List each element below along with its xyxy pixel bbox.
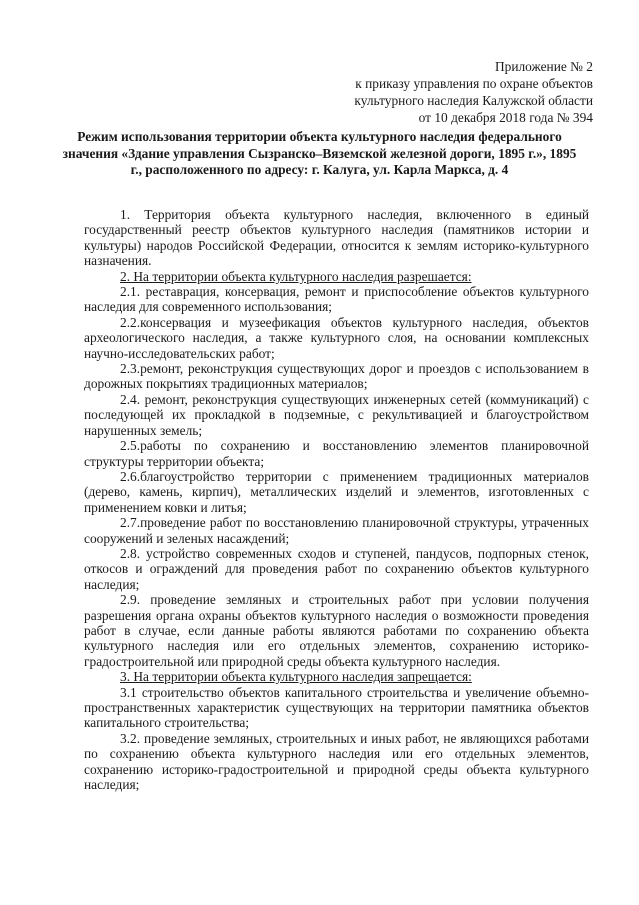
- paragraph-item-2-4: 2.4. ремонт, реконструкция существующих инженерных сетей (коммуникаций) с последующей их прокладкой в подземные, с рекультивацией и благоустройством нарушенных земель;: [84, 391, 589, 438]
- appendix-line-4: от 10 декабря 2018 года № 394: [418, 110, 593, 125]
- appendix-line-1: Приложение № 2: [494, 59, 593, 74]
- paragraph-item-3-2: 3.2. проведение земляных, строительных и иных работ, не являющихся работами по сохранению объекта культурного наследия или его отдельных элементов, сохранению историко-градостроительной и природной среды объекта культурного наследия;: [84, 730, 589, 793]
- paragraph-item-2-8: 2.8. устройство современных сходов и ступеней, пандусов, подпорных стенок, откосов и ограждений для проведения работ по сохранению объектов культурного наследия;: [84, 545, 589, 592]
- paragraph-item-2-5: 2.5.работы по сохранению и восстановлению элементов планировочной структуры территории объекта;: [84, 438, 589, 469]
- appendix-line-2: к приказу управления по охране объектов: [355, 76, 593, 91]
- paragraph-item-2-3: 2.3.ремонт, реконструкция существующих дорог и проездов с использованием в дорожных покрытиях традиционных материалов;: [84, 361, 589, 392]
- section-3-heading-text: 3. На территории объекта культурного наследия запрещается:: [120, 669, 472, 685]
- section-3-heading: [84, 669, 589, 684]
- paragraph-item-2-1: 2.1. реставрация, консервация, ремонт и приспособление объектов культурного наследия для современного использования;: [84, 284, 589, 315]
- paragraph-item-2-9: 2.9. проведение земляных и строительных работ при условии получения разрешения органа охраны объектов культурного наследия о возможности проведения работ в случае, если данные работы являются работами по сохранению объекта культурного наследия или его отдельных элементов, сохранению историко-градостроительной или природной среды объекта культурного наследия.: [84, 592, 589, 669]
- paragraph-item-2-6: 2.6.благоустройство территории с применением традиционных материалов (дерево, камень, кирпич), металлических изделий и элементов, изготовленных с применением ковки и литья;: [84, 468, 589, 515]
- paragraph-item-2-7: 2.7.проведение работ по восстановлению планировочной структуры, утраченных сооружений и зеленых насаждений;: [84, 515, 589, 546]
- section-2-heading: [84, 269, 589, 284]
- document-body: [84, 207, 589, 792]
- section-2-heading-text: 2. На территории объекта культурного наследия разрешается:: [120, 268, 472, 284]
- document-title: Режим использования территории объекта культурного наследия федерального значения «Здание управления Сызранско–Вяземской железной дороги, 1895 г.», 1895 г., расположенного по адресу: г. Калуга, ул. Карла Маркса, д. 4: [62, 129, 577, 178]
- appendix-header: [354, 58, 593, 126]
- paragraph-item-3-1: 3.1 строительство объектов капитального строительства и увеличение объемно-пространственных характеристик существующих на территории памятника объектов капитального строительства;: [84, 684, 589, 731]
- paragraph-item-2-2: 2.2.консервация и музеефикация объектов культурного наследия, объектов археологического наследия, а также культурного слоя, на основании комплексных научно-исследовательских работ;: [84, 314, 589, 361]
- paragraph-item-1: 1. Территория объекта культурного наследия, включенного в единый государственный реестр объектов культурного наследия (памятников истории и культуры) народов Российской Федерации, относится к землям историко-культурного назначения.: [84, 207, 589, 269]
- appendix-line-3: культурного наследия Калужской области: [354, 93, 593, 108]
